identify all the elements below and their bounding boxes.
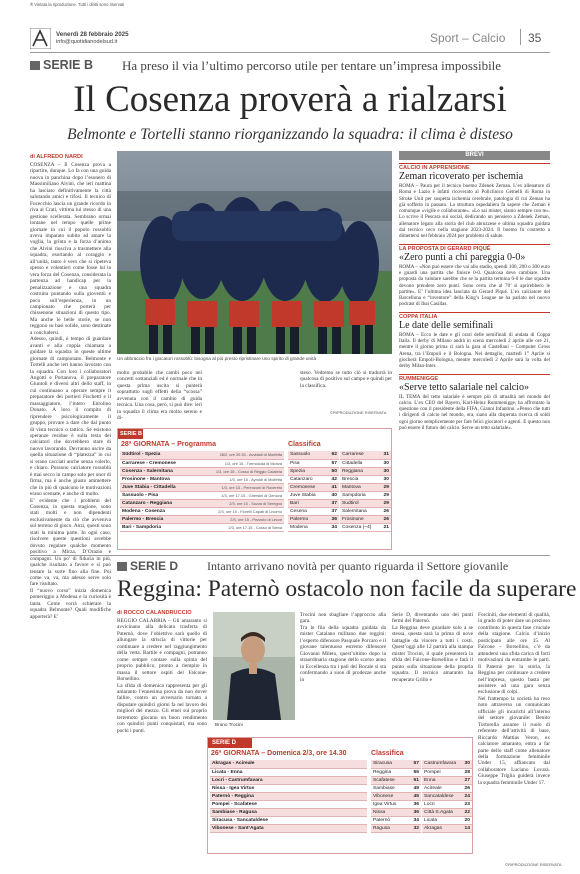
article-column-2: molto probabile che cambi poco nei concetti sostanziali ed è normale che in questa prima uscita si punterà soprattutto sugli effetti della “scossa” avvenuta con il cambio di guida tecnica. Una cosa, però, si può dire: ieri in squadra il clima era molto sereno e di- bbox=[117, 370, 202, 422]
table-cell: Sambiase - Ragusa bbox=[210, 809, 367, 817]
table-cell: 37 bbox=[327, 500, 339, 508]
table-cell: 62 bbox=[327, 451, 339, 459]
table-row bbox=[422, 768, 472, 776]
table-cell: 27 bbox=[462, 776, 472, 784]
table-cell: 2/3, ore 15 - Fiorelli Capati di Livorno bbox=[194, 508, 284, 516]
standings-left bbox=[288, 451, 339, 532]
article-column-1: REGGIO CALABRIA – Gli amaranto si avvicinano alla delicata trasferta di Paternò, dove l’obiettivo sarà quello di allungare la striscia di vittorie per continuare a credere nel raggiungimento della vetta. Bartile e compagni, potranno come sempre contare sulla spinta del proprio pubblico, pronto a riempire in massa il settore ospiti del Falcone-Borsellino. La sfida di domenica rappresenta per gli amaranto l’ennesima prova da non dover fallire, contro un avversario tornato a disputare quindici giorni fa nel lavoro dei migliori del mezzo. Gli etnei sul proprio terremoto giocano un buon rendimento con quindici punti conquistati, ma sono pochi i punti. bbox=[117, 618, 207, 734]
table-row bbox=[120, 500, 284, 508]
article-kicker: Intanto arrivano novità per quanto riguarda il Settore giovanile bbox=[207, 559, 509, 573]
coach-photo bbox=[213, 612, 295, 720]
table-row bbox=[288, 524, 339, 532]
table-cell: 37 bbox=[327, 508, 339, 516]
table-row bbox=[120, 467, 284, 475]
brevi-item bbox=[399, 312, 550, 370]
table-cell: Paternò bbox=[371, 817, 408, 825]
table-cell: Cittadella bbox=[340, 459, 380, 467]
table-cell: 1/3, ore 15 - Ayroldi di Molfetta bbox=[194, 475, 284, 483]
team-huddle-photo bbox=[117, 151, 392, 354]
table-cell: 42 bbox=[327, 475, 339, 483]
photo-caption: Un abbraccio fra i giocatori rossoblù: bisogna al più presto ripristinare uno spirito di grande unità bbox=[117, 356, 317, 361]
table-cell: 36 bbox=[327, 516, 339, 524]
section-name: Sport – Calcio bbox=[430, 31, 506, 45]
table-cell: 28 bbox=[462, 768, 472, 776]
table-row bbox=[210, 817, 367, 825]
article-column-3: Serie D, diventando uno dei punti fermi del Paternò. La Reggina deve guardare solo a se stessa, questa sarà la prima di nove battaglie da vincere a tutti i costi. Quest’oggi alle 12 partirà alla stampa mister Trocini, il quale presenterà la sfida del Falcone-Borsellino e farà il punto sulla situazione della propria squadra. Il tecnico amaranto ha recuperato Grillo e bbox=[392, 612, 473, 683]
table-cell: Siracusa - Sancataldese bbox=[210, 817, 367, 825]
brevi-item bbox=[399, 374, 550, 432]
subheadline: Belmonte e Tortelli stanno riorganizzando la squadra: il clima è disteso bbox=[67, 126, 513, 143]
brevi-body: ROMA – «Non può essere che vai allo stadio, spendi 100, 200 o 300 euro e guardi una partita che finisce 0-0. Qualcosa deve cambiare. Una proposta da valutare sarebbe che se la partita termina 0-0 le due squadre devono prendere zero punti. Sono certo che al 70’ si aprirebbero le partite». E’ l’ultima idea lanciata da Gerard Piqué. L’ex calciatore del Barcellona e “inventore” della King’s League ne ha parlato nel nuovo podcast di Ibai Casillas. bbox=[399, 263, 550, 308]
table-row bbox=[210, 809, 367, 817]
table-label: SERIE B bbox=[120, 431, 143, 437]
table-row bbox=[288, 491, 339, 499]
table-cell: 40 bbox=[327, 491, 339, 499]
table-cell: 2/3, ore 15 - Pezzuto di Lecce bbox=[194, 516, 284, 524]
divider bbox=[30, 52, 550, 53]
table-row bbox=[340, 500, 391, 508]
serie-b-table bbox=[117, 428, 392, 550]
table-row bbox=[371, 768, 421, 776]
table-cell: Locri bbox=[422, 800, 462, 808]
table-cell: Reggiana bbox=[340, 467, 380, 475]
copyright: ©RIPRODUZIONE RISERVATA bbox=[505, 862, 562, 867]
standings-right bbox=[422, 760, 472, 833]
table-cell: Cremonese bbox=[288, 483, 327, 491]
table-row bbox=[340, 475, 391, 483]
table-cell: Paternò - Reggina bbox=[210, 792, 367, 800]
divider bbox=[30, 555, 550, 556]
table-row bbox=[120, 516, 284, 524]
brevi-body: ROMA – Ecco le date e gli orari delle semifinali di andata di Coppa Italia. Il derby di Milano andrà in scena mercoledì 2 aprile alle ore 21, mentre il giorno prima ci sarà la gara al Castellani – Computer Gross Arena, tra l’Empoli e il Bologna. Nel dettaglio, martedì 1° Aprile si giocherà Empoli-Bologna, mentre mercoledì 2 Aprile sarà la volta del derby Milan-Inter. bbox=[399, 331, 550, 370]
brevi-kicker: LA PROPOSTA DI GERARD PIQUÉ bbox=[399, 244, 550, 252]
table-cell: Igea Virtus bbox=[371, 800, 408, 808]
table-cell: Cesena bbox=[288, 508, 327, 516]
table-row bbox=[120, 451, 284, 459]
table-cell: 2/3, ore 17.15 - Cosso di Siena bbox=[194, 524, 284, 532]
table-cell: 30 bbox=[380, 467, 391, 475]
table-cell: 57 bbox=[408, 760, 421, 768]
table-cell: 21 bbox=[380, 524, 391, 532]
brevi-kicker: COPPA ITALIA bbox=[399, 312, 550, 320]
table-cell: Catanzaro - Reggiana bbox=[120, 500, 194, 508]
table-cell: Città S.Agata bbox=[422, 809, 462, 817]
table-cell: Nissa bbox=[371, 809, 408, 817]
table-row bbox=[340, 491, 391, 499]
table-cell: 34 bbox=[408, 817, 421, 825]
article-column-3: steso. Vedremo se tutto ciò si tradurrà in qualcosa di positivo sul campo e quindi per la classifica. bbox=[300, 370, 392, 389]
table-row bbox=[340, 516, 391, 524]
copyright: ©RIPRODUZIONE RISERVATA bbox=[330, 410, 387, 415]
byline: di ROCCO CALANDRUCCIO bbox=[117, 610, 192, 616]
standings-title: Classifica bbox=[288, 441, 321, 448]
table-cell: Sampdoria bbox=[340, 491, 380, 499]
table-row bbox=[422, 792, 472, 800]
table-row bbox=[288, 475, 339, 483]
table-cell: 22 bbox=[462, 809, 472, 817]
brevi-kicker: RUMMENIGGE bbox=[399, 374, 550, 382]
table-row bbox=[120, 483, 284, 491]
table-cell: Südtirol - Spezia bbox=[120, 451, 194, 459]
table-cell: Reggina bbox=[371, 768, 408, 776]
table-row bbox=[340, 459, 391, 467]
brevi-kicker: CALCIO IN APPRENSIONE bbox=[399, 163, 550, 171]
table-row bbox=[120, 508, 284, 516]
table-row bbox=[288, 516, 339, 524]
table-cell: Nissa - Igea Virtus bbox=[210, 784, 367, 792]
table-cell: Spezia bbox=[288, 467, 327, 475]
table-row bbox=[288, 467, 339, 475]
table-cell: 31 bbox=[380, 451, 391, 459]
table-row bbox=[371, 817, 421, 825]
standings-title: Classifica bbox=[371, 750, 404, 757]
section-marker bbox=[30, 61, 40, 70]
fixtures-list bbox=[210, 760, 367, 833]
article-column-2: Trocini non sbagliare l’approccio alla gara. Tra le fila della squadra guidata da mister Catalano militano due reggini: l’esperto difensore Pasquale Porcaro e il giovane talentuoso estremo difensore Giovanni Mileto, quest’ultimo dopo la straordinaria stagione dello scorso anno in Eccellenza tra i pali del Bocale si sta confermando a suon di prodezze anche in bbox=[300, 612, 386, 683]
table-row bbox=[422, 776, 472, 784]
table-cell: 34 bbox=[327, 524, 339, 532]
table-cell: 14 bbox=[462, 825, 472, 833]
table-label: SERIE D bbox=[208, 738, 252, 748]
section-label: SERIE B bbox=[43, 58, 94, 72]
serie-d-table bbox=[207, 737, 473, 854]
table-cell: 1/3, ore 15 - Tremoloda di Monza bbox=[194, 459, 284, 467]
table-cell: Vibonese bbox=[371, 792, 408, 800]
brevi-title: Zeman ricoverato per ischemia bbox=[399, 171, 524, 182]
table-cell: Modena - Cosenza bbox=[120, 508, 194, 516]
byline: di ALFREDO NARDI bbox=[30, 154, 83, 160]
table-cell: 26 bbox=[462, 784, 472, 792]
table-cell: 49 bbox=[408, 784, 421, 792]
table-cell: 51 bbox=[408, 776, 421, 784]
table-cell: 55 bbox=[408, 768, 421, 776]
table-row bbox=[288, 483, 339, 491]
table-cell: Sambiase bbox=[371, 784, 408, 792]
brevi-title: «Serve tetto salariale nel calcio» bbox=[399, 381, 529, 393]
table-cell: 1/3, ore 17.15 - Ghersini di Genova bbox=[194, 491, 284, 499]
table-cell: 41 bbox=[327, 483, 339, 491]
issue-date: Venerdì 28 febbraio 2025 bbox=[56, 31, 129, 38]
copyright-notice: ® Vietata la riproduzione. Tutti i diritti sono riservati bbox=[30, 2, 125, 7]
table-row bbox=[371, 776, 421, 784]
brevi-header: BREVI bbox=[465, 152, 484, 158]
table-cell: Juve Stabia - Cittadella bbox=[120, 483, 194, 491]
table-cell: Catanzaro bbox=[288, 475, 327, 483]
table-cell: Mantova bbox=[340, 483, 380, 491]
table-cell: 26 bbox=[380, 516, 391, 524]
table-cell: Pompei bbox=[422, 768, 462, 776]
table-cell: 24 bbox=[462, 792, 472, 800]
table-cell: 30 bbox=[462, 760, 472, 768]
table-row bbox=[120, 459, 284, 467]
table-cell: 50 bbox=[327, 467, 339, 475]
table-cell: Palermo bbox=[288, 516, 327, 524]
table-cell: 1/3, ore 15 - Cosso di Reggio Calabria bbox=[194, 467, 284, 475]
table-row bbox=[120, 491, 284, 499]
brevi-header-bar bbox=[399, 151, 550, 160]
table-cell: 30 bbox=[380, 475, 391, 483]
table-row bbox=[210, 768, 367, 776]
article-kicker: Ha preso il via l’ultimo percorso utile per tentare un’impresa impossibile bbox=[122, 58, 502, 73]
table-cell: 32 bbox=[408, 825, 421, 833]
table-row bbox=[422, 817, 472, 825]
table-row bbox=[422, 760, 472, 768]
table-row bbox=[422, 825, 472, 833]
table-row bbox=[120, 524, 284, 532]
brevi-title: Le date delle semifinali bbox=[399, 319, 494, 331]
table-row bbox=[371, 825, 421, 833]
table-cell: Licata bbox=[422, 817, 462, 825]
table-cell: Cosenza (–4) bbox=[340, 524, 380, 532]
table-cell: 30 bbox=[380, 459, 391, 467]
table-row bbox=[340, 483, 391, 491]
fixtures-list bbox=[120, 451, 284, 532]
table-cell: 45 bbox=[408, 792, 421, 800]
table-cell: Akragas bbox=[422, 825, 462, 833]
table-cell: Sassuolo - Pisa bbox=[120, 491, 194, 499]
table-row bbox=[288, 500, 339, 508]
headline: Reggina: Paternò ostacolo non facile da superare bbox=[117, 576, 577, 602]
table-cell: Vibonese - Sant’Agata bbox=[210, 825, 367, 833]
table-row bbox=[340, 467, 391, 475]
table-cell: Cosenza - Salernitana bbox=[120, 467, 194, 475]
table-cell: Salernitana bbox=[340, 508, 380, 516]
brevi-item bbox=[399, 163, 550, 240]
table-row bbox=[210, 760, 367, 768]
table-cell: Ragusa bbox=[371, 825, 408, 833]
table-row bbox=[371, 784, 421, 792]
table-cell: Brescia bbox=[340, 475, 380, 483]
table-row bbox=[422, 809, 472, 817]
table-row bbox=[288, 459, 339, 467]
table-cell: Frosinone bbox=[340, 516, 380, 524]
table-cell: Akragas - Acireale bbox=[210, 760, 367, 768]
table-cell: 26 bbox=[380, 508, 391, 516]
table-cell: Scafatese bbox=[371, 776, 408, 784]
section-label: SERIE D bbox=[130, 559, 179, 573]
brevi-body: ROMA – Paura per il tecnico boemo Zdenek Zeman. L’ex allenatore di Roma e Lazio è infatti ricoverato al Policlinico Gemelli di Roma in Stroke Unit per sospetta ischemia cerebrale, patologia di cui Zeman ha già sofferto in passato. La struttura ospedaliera fa sapere che Zeman è comunque «vigile e collaborante». «Lo sai mister, siamo sempre con te». Lo scrive il Pescara sui social, dedicando un pensiero a Zdenek Zeman, allenatore legato alla storia del club abruzzese e ultima squadra guidata dal tecnico ceco nella stagione 2023-2024. Il boemo fu costretto a dimettersi nel febbraio 2024 per problemi di salute. bbox=[399, 183, 550, 240]
table-cell: 28/2, ore 20.30 - Avvidati di Morfetta bbox=[194, 451, 284, 459]
table-row bbox=[422, 800, 472, 808]
table-cell: 23 bbox=[462, 800, 472, 808]
table-cell: Juve Stabia bbox=[288, 491, 327, 499]
divider bbox=[520, 29, 521, 45]
table-cell: 20 bbox=[462, 817, 472, 825]
table-row bbox=[340, 508, 391, 516]
table-row bbox=[340, 524, 391, 532]
table-cell: 1/3, ore 15 - Perenzoni di Rovereto bbox=[194, 483, 284, 491]
table-row bbox=[288, 508, 339, 516]
table-row bbox=[210, 825, 367, 833]
standings-right bbox=[340, 451, 391, 532]
table-cell: 29 bbox=[380, 500, 391, 508]
table-cell: 29 bbox=[380, 491, 391, 499]
table-row bbox=[210, 792, 367, 800]
table-cell: Pisa bbox=[288, 459, 327, 467]
table-row bbox=[371, 792, 421, 800]
table-cell: Bari - Sampdoria bbox=[120, 524, 194, 532]
table-cell: Sancataldese bbox=[422, 792, 462, 800]
brevi-list bbox=[399, 163, 550, 553]
brevi-body: IL TEMA del tetto salariale è sempre più di attualità nel mondo del calcio. L’ex CEO del Bayern, Karl-Heinz Rummenigge, ha affrontato la questione con il presidente della FIFA, Gianni Infantino. «Penso che tutti i dirigenti di calcio nel mondo, ora, siano alla disperata ricerca di soldi ogni giorno semplicemente per fare felici giocatori e agenti. E questo non può essere il futuro del calcio. Serve un tetto salariale». bbox=[399, 393, 550, 432]
table-row bbox=[371, 800, 421, 808]
section-marker bbox=[117, 562, 127, 571]
table-row bbox=[422, 784, 472, 792]
headline: Il Cosenza proverà a rialzarsi bbox=[73, 79, 507, 120]
table-cell: Bari bbox=[288, 500, 327, 508]
table-cell: 36 bbox=[408, 800, 421, 808]
table-cell: Locri - Castrumfavara bbox=[210, 776, 367, 784]
table-cell: Carrarese - Cremonese bbox=[120, 459, 194, 467]
table-cell: Frosinone - Mantova bbox=[120, 475, 194, 483]
newspaper-logo bbox=[30, 28, 51, 49]
photo-caption: Bruno Trocini bbox=[215, 722, 243, 727]
contact-email: info@quotidianodelsud.it bbox=[56, 39, 118, 45]
brevi-title: «Zero punti a chi pareggia 0-0» bbox=[399, 251, 526, 263]
table-cell: 29 bbox=[380, 483, 391, 491]
table-cell: Sudtirol bbox=[340, 500, 380, 508]
table-row bbox=[371, 760, 421, 768]
page-number: 35 bbox=[528, 31, 542, 45]
table-row bbox=[120, 475, 284, 483]
table-cell: Enna bbox=[422, 776, 462, 784]
table-cell: Carrarese bbox=[340, 451, 380, 459]
round-title: 28ª GIORNATA – Programma bbox=[121, 441, 217, 448]
table-cell: Modena bbox=[288, 524, 327, 532]
table-row bbox=[288, 451, 339, 459]
table-cell: 2/3, ore 15 - Sozza di Seregno bbox=[194, 500, 284, 508]
table-cell: Castrumfavara bbox=[422, 760, 462, 768]
table-cell: Pompei - Scafatese bbox=[210, 800, 367, 808]
table-cell: Palermo - Brescia bbox=[120, 516, 194, 524]
table-row bbox=[371, 809, 421, 817]
table-cell: 36 bbox=[408, 809, 421, 817]
table-row bbox=[340, 451, 391, 459]
table-cell: 57 bbox=[327, 459, 339, 467]
brevi-item bbox=[399, 244, 550, 308]
table-row bbox=[210, 800, 367, 808]
table-cell: Siracusa bbox=[371, 760, 408, 768]
table-cell: Licata - Enna bbox=[210, 768, 367, 776]
standings-left bbox=[371, 760, 421, 833]
table-row bbox=[210, 784, 367, 792]
round-title: 26ª GIORNATA – Domenica 2/3, ore 14.30 bbox=[211, 750, 347, 757]
table-cell: Acireale bbox=[422, 784, 462, 792]
article-column-1: COSENZA – Il Cosenza prova a ripartire, dunque. Lo fa con una guida nuova in panchina dopo l’esonero di Massimiliano Alvini, che ieri mattina ha lasciato definitivamente la città salutando amici e tifosi. Il tecnico di Fucecchio lascia un grande ricordo in riva al Crati, vittima lui stesso di una gestione scellerata. Sembrano ormai lontane nel tempo quelle prime giornate in cui il popolo rossoblù aveva imparato subito ad amare la voglia, la grinta e la forza d’animo che Alvini riusciva a trasmettere alla squadra, esortando al coraggio e all’unità, tanto è vero che si ripeteva spesso e volentieri come fosse lui la vera forza del Cosenza, considerata la partenza ad handicap per la penalizzazione e una squadra costruita puntando sulla gioventù e poco sull’esperienza, in un campionato che porterà per chissenone situazioni di questo tipo. Ma anche le belle storie, se non reggono su basi solide, sono destinate a concludersi. Adesso, quindi, è tempo di guardare avanti e alla coppia chiamata a guidare la squadra in queste ultime giornate di campionato. Belmonte e Tortelli anche ieri hanno lavorato con la squadra. Con loro i collaboratori Angotti e Portanova, il preparatore Giuntoli e diversi altri dello staff, in cui continuano a operare sempre il preparatore dei portieri Fischetti e il massaggiatore, l’intero Enrolino Donato. A loro il compito di riprendere psicologicamente il gruppo, provare a dare che dal punto di vista tecnico o tattico. Se esistono speranze residue è sulla testa dei calciatori che dovrebbero stare di nuovo lavorando. Devranno uscire da quella situazione di “platezza” in cui si erano cacciati anche senza volerlo, e chiaro. Possono calciatore rossoblù è mai secco in campo solo per onor di firma, ma è anche giusto ammettere che in più di qualcuno le motivazioni erano scemate, e anche di molto. E’ evidente che i problemi del Cosenza, in questa stagione, sono stati molti e non dipendenti esclusivamente da ciò che avveniva sul terreno di gioco. Anzi, questi sono stati la minima parte. In ogni caso, risolvere queste questioni avrebbe dovuto regalare qualche momento positivo a Mirza, D’Orazio e compagni. Un po’ di fiducia in più, qualche risultato a favore e si può tentare la sorte fino alla fine. Poi come va, va, ma adesso serve solo fare risultato. Il “nuovo corso” inizia domenica pomeriggio a Modena e la curiosità è tanta. Come vorrà schierare la squadra Belmonte? Quali modifiche apporterà? E’ bbox=[30, 162, 111, 620]
article-column-4: Forciniti, due elementi di qualità, in grado di poter dare un prezioso contributo in questa fase cruciale della stagione. Calcio d’inizio posticipato alle ore 15. Al Falcone – Borsellino, c’è da attendersi una sfida carica di forti motivazioni da entrambe le parti. Il Paternò per la storia, la Reggina per continuare a credere nell’impresa, questo basta per assistere ad una gara senza esclusione di colpi. Nel frattempo la società ha reso noto attraverso un comunicato ufficiale gli incarichi all’interno del settore giovanile: Benito Tortorella assume il ruolo di referente dell’attività di base, Riccardo Mattias Veron, ex calciatore amaranto, entra a far parte dello staff come allenatore della formazione femminile Under 15, affiancato dal collaboratore Luciano Lovarà. Giuseppe Triglia guiderà invece la squadra femminile Under 17. bbox=[478, 612, 550, 786]
table-row bbox=[210, 776, 367, 784]
table-cell: Sassuolo bbox=[288, 451, 327, 459]
